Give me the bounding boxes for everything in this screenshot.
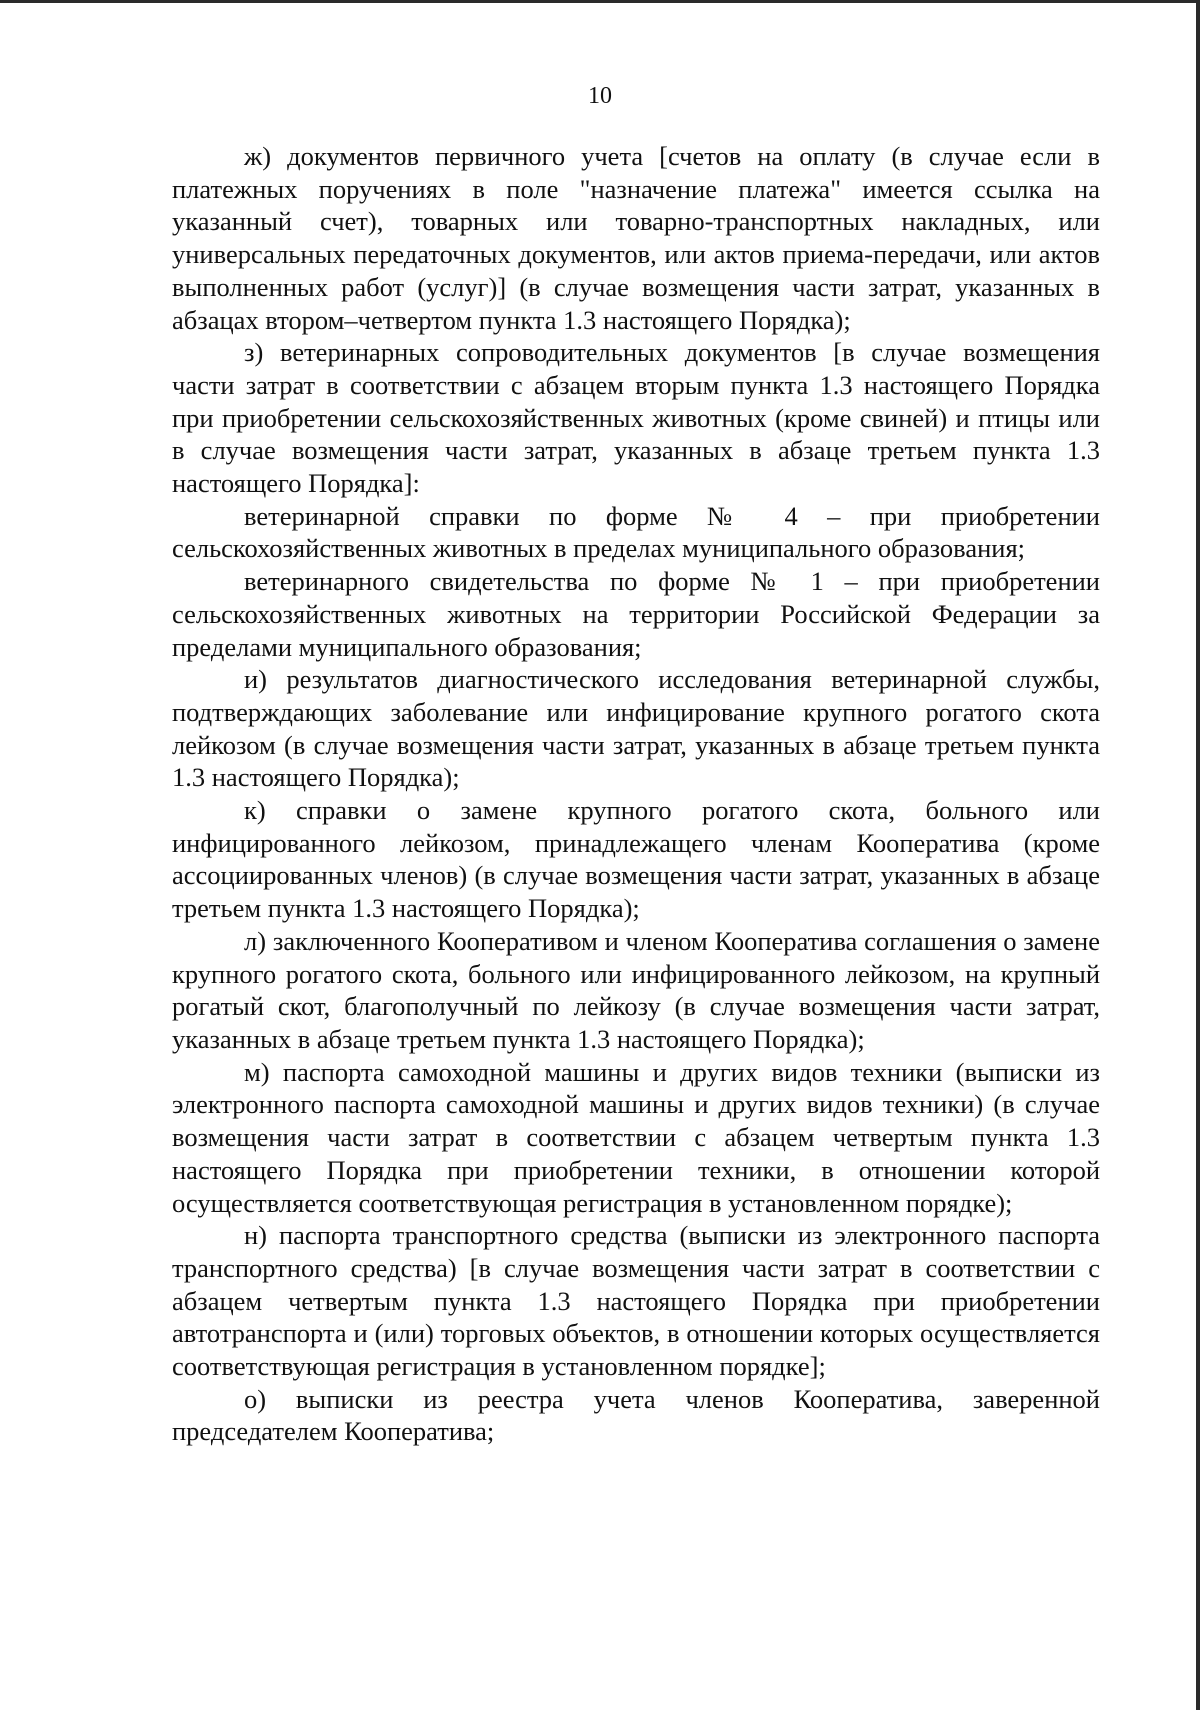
scan-edge-top	[0, 0, 1200, 3]
paragraph-vet-svidetelstvo: ветеринарного свидетельства по форме № 1 – при приобретении сельскохозяйственных животных на территории Российской Федерации за пределами муниципального образования;	[172, 566, 1100, 662]
paragraph-m: м) паспорта самоходной машины и других видов техники (выписки из электронного паспорта самоходной машины и других видов техники) (в случае возмещения части затрат в соответствии с абзацем четвертым пункта 1.3 настоящего Порядка при приобретении техники, в отношении которой осуществляется соответствующая регистрация в установленном порядке);	[172, 1056, 1100, 1218]
paragraph-o: о) выписки из реестра учета членов Кооператива, заверенной председателем Кооператива;	[172, 1383, 1100, 1447]
paragraph-i: и) результатов диагностического исследования ветеринарной службы, подтверждающих заболевание или инфицирование крупного рогатого скота лейкозом (в случае возмещения части затрат, указанных в абзаце третьем пункта 1.3 настоящего Порядка);	[172, 664, 1100, 793]
page-number: 10	[588, 83, 612, 109]
document-body	[172, 140, 1100, 1448]
paragraph-n: н) паспорта транспортного средства (выписки из электронного паспорта транспортного средства) [в случае возмещения части затрат в соответствии с абзацем четвертым пункта 1.3 настоящего Порядка при приобретении автотранспорта и (или) торговых объектов, в отношении которых осуществляется соответствующая регистрация в установленном порядке];	[172, 1220, 1100, 1382]
paragraph-l: л) заключенного Кооперативом и членом Кооператива соглашения о замене крупного рогатого скота, больного или инфицированного лейкозом, на крупный рогатый скот, благополучный по лейкозу (в случае возмещения части затрат, указанных в абзаце третьем пункта 1.3 настоящего Порядка);	[172, 925, 1100, 1054]
paragraph-z: з) ветеринарных сопроводительных документов [в случае возмещения части затрат в соответствии с абзацем вторым пункта 1.3 настоящего Порядка при приобретении сельскохозяйственных животных (кроме свиней) и птицы или в случае возмещения части затрат, указанных в абзаце третьем пункта 1.3 настоящего Порядка]:	[172, 337, 1100, 499]
paragraph-k: к) справки о замене крупного рогатого скота, больного или инфицированного лейкозом, принадлежащего членам Кооператива (кроме ассоциированных членов) (в случае возмещения части затрат, указанных в абзаце третьем пункта 1.3 настоящего Порядка);	[172, 795, 1100, 924]
paragraph-zh: ж) документов первичного учета [счетов на оплату (в случае если в платежных поручениях в поле "назначение платежа" имеется ссылка на указанный счет), товарных или товарно-транспортных накладных, или универсальных передаточных документов, или актов приема-передачи, или актов выполненных работ (услуг)] (в случае возмещения части затрат, указанных в абзацах втором–четвертом пункта 1.3 настоящего Порядка);	[172, 141, 1100, 335]
paragraph-vet-spravka: ветеринарной справки по форме № 4 – при приобретении сельскохозяйственных животных в пределах муниципального образования;	[172, 500, 1100, 564]
scan-edge-right	[1196, 0, 1200, 1710]
